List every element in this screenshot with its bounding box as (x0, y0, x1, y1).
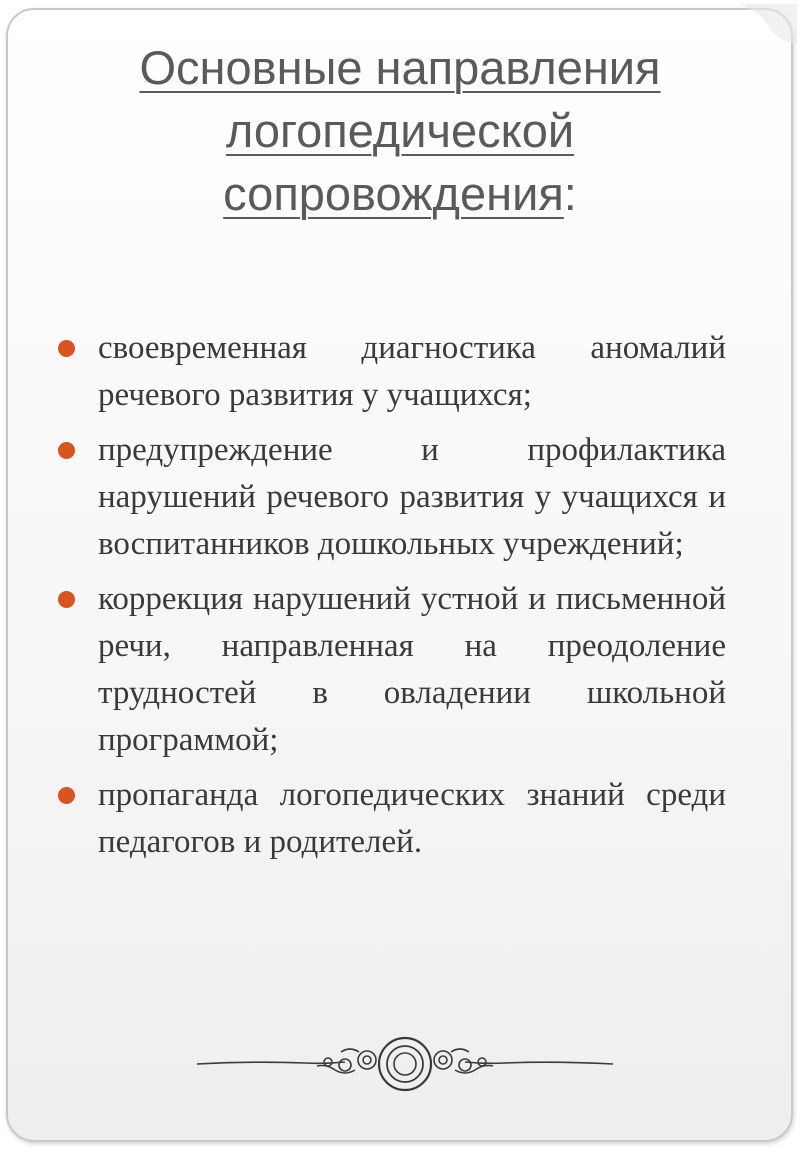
list-item-text: предупреждение и профилактика нарушений речевого развития у учащихся и воспитанников дошкольных учреждений; (98, 432, 726, 562)
bullet-icon (58, 442, 75, 459)
list-item-text: коррекция нарушений устной и письменной речи, направленная на преодоление трудностей в овладении школьной программой; (98, 581, 726, 758)
bullet-icon (58, 591, 75, 608)
title-line-1: Основные направления (139, 41, 661, 94)
list-item-text: своевременная диагностика аномалий речевого развития у учащихся; (98, 330, 726, 413)
list-item-text: пропаганда логопедических знаний среди педагогов и родителей. (98, 777, 726, 860)
title-line-3: сопровождения (223, 167, 564, 220)
list-item (58, 576, 726, 764)
list-item (58, 325, 726, 419)
bullet-list (58, 325, 726, 874)
list-item (58, 427, 726, 568)
ornament-divider-icon (195, 1030, 615, 1100)
bullet-icon (58, 340, 75, 357)
title-line-2: логопедической (225, 104, 575, 157)
page-title (40, 36, 760, 225)
bullet-icon (58, 787, 75, 804)
title-colon: : (563, 167, 577, 220)
list-item (58, 772, 726, 866)
